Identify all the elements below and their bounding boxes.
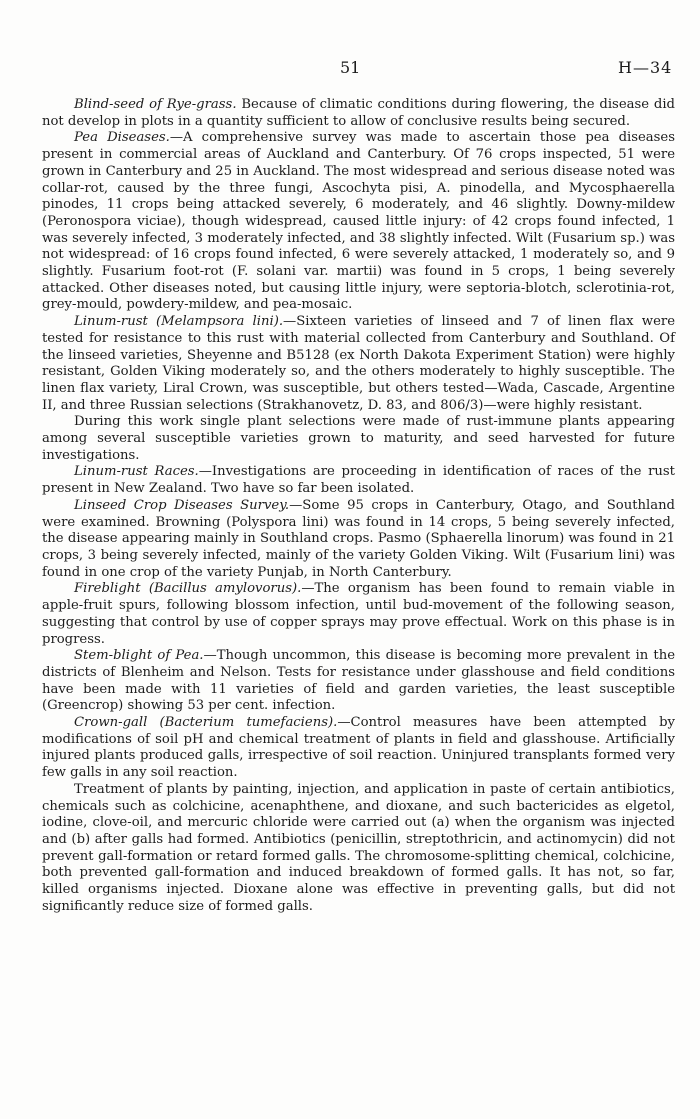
paragraph-text: Treatment of plants by painting, injection, and application in paste of certain antibiotics, chemicals such as colchicine, acenaphthene, and dioxane, and such bactericides as elgetol, iodine, clove-oil, and mercuric chloride were carried out (a) when the organism was injected and (b) after galls had formed. Antibiotics (penicillin, streptothricin, and actinomycin) did not prevent gall-formation or retard formed galls. The chromosome-splitting chemical, colchicine, both prevented gall-formation and induced breakdown of formed galls. It has not, so far, killed organisms injected. Dioxane alone was effective in preventing galls, but did not significantly reduce size of formed galls. (42, 781, 675, 914)
section-title: Fireblight (Bacillus amylovorus). (74, 581, 302, 597)
paragraph (42, 97, 675, 130)
body-text (42, 97, 675, 915)
page-code: H—34 (618, 58, 673, 77)
paragraph (42, 782, 675, 916)
paragraph (42, 498, 675, 582)
paragraph (42, 464, 675, 497)
paragraph-text: —Though uncommon, this disease is becoming more prevalent in the districts of Blenheim and Nelson. Tests for resistance under glasshouse and field conditions have been made with 11 varieties of field and garden varieties, the least susceptible (Greencrop) showing 53 per cent. infection. (42, 648, 676, 714)
section-title: Crown-gall (Bacterium tumefaciens). (74, 715, 338, 731)
paragraph-text: —A comprehensive survey was made to ascertain those pea diseases present in commercial areas of Auckland and Canterbury. Of 76 crops inspected, 51 were grown in Canterbury and 25 in Auckland. The most widespread and serious disease noted was collar-rot, caused by the three fungi, Ascochyta pisi, A. pinodella, and Mycosphaerella pinodes, 11 crops being attacked severely, 6 moderately, and 46 slightly. Downy-mildew (Peronospora viciae), though widespread, caused little injury: of 42 crops found infected, 1 was severely infected, 3 moderately infected, and 38 slightly infected. Wilt (Fusarium sp.) was not widespread: of 16 crops found infected, 6 were severely attacked, 1 moderately so, and 9 slightly. Fusarium foot-rot (F. solani var. martii) was found in 5 crops, 1 being severely attacked. Other diseases noted, but causing little injury, were septoria-blotch, sclerotinia-rot, grey-mould, powdery-mildew, and pea-mosaic. (42, 130, 675, 313)
section-title: Linum-rust (Melampsora lini). (74, 314, 284, 330)
page-number: 51 (340, 58, 361, 77)
section-title: Pea Diseases. (74, 130, 170, 146)
paragraph-text: —Some 95 crops in Canterbury, Otago, and Southland were examined. Browning (Polyspora lini) was found in 14 crops, 5 being severely infected, the disease appearing mainly in Southland crops. Pasmo (Sphaerella linorum) was found in 21 crops, 3 being severely infected, mainly of the variety Golden Viking. Wilt (Fusarium lini) was found in one crop of the variety Punjab, in North Canterbury. (42, 497, 675, 580)
paragraph (42, 130, 675, 314)
section-title: Blind-seed of Rye-grass. (74, 97, 237, 112)
paragraph-text: During this work single plant selections were made of rust-immune plants appearing among several susceptible varieties grown to maturity, and seed harvested for future investigations. (42, 414, 675, 463)
paragraph-text: —The organism has been found to remain viable in apple-fruit spurs, following blossom infection, until bud-movement of the following season, suggesting that control by use of copper sprays may prove effectual. Work on this phase is in progress. (42, 581, 675, 647)
paragraph (42, 581, 675, 648)
paragraph-text: —Investigations are proceeding in identification of races of the rust present in New Zealand. Two have so far been isolated. (42, 464, 675, 497)
paragraph (42, 414, 675, 464)
section-title: Linum-rust Races. (74, 464, 199, 480)
section-title: Stem-blight of Pea. (74, 648, 204, 664)
paragraph (42, 314, 675, 414)
paragraph-text: —Control measures have been attempted by modifications of soil pH and chemical treatment of plants in field and glasshouse. Artificially injured plants produced galls, irrespective of soil reaction. Uninjured transplants formed very few galls in any soil reaction. (42, 715, 675, 781)
section-title: Linseed Crop Diseases Survey. (74, 497, 290, 513)
page-header (0, 58, 700, 78)
paragraph-text: —Sixteen varieties of linseed and 7 of linen flax were tested for resistance to this rust with material collected from Canterbury and Southland. Of the linseed varieties, Sheyenne and B5128 (ex North Dakota Experiment Station) were highly resistant, Golden Viking moderately so, and the others moderately to highly susceptible. The linen flax variety, Liral Crown, was susceptible, but others tested—Wada, Cascade, Argentine II, and three Russian selections (Strakhanovetz, D. 83, and 806/3)—were highly resistant. (42, 314, 675, 413)
paragraph-text: Because of climatic conditions during flowering, the disease did not develop in plots in a quantity sufficient to allow of conclusive results being secured. (42, 97, 675, 129)
paragraph (42, 715, 675, 782)
paragraph (42, 648, 675, 715)
